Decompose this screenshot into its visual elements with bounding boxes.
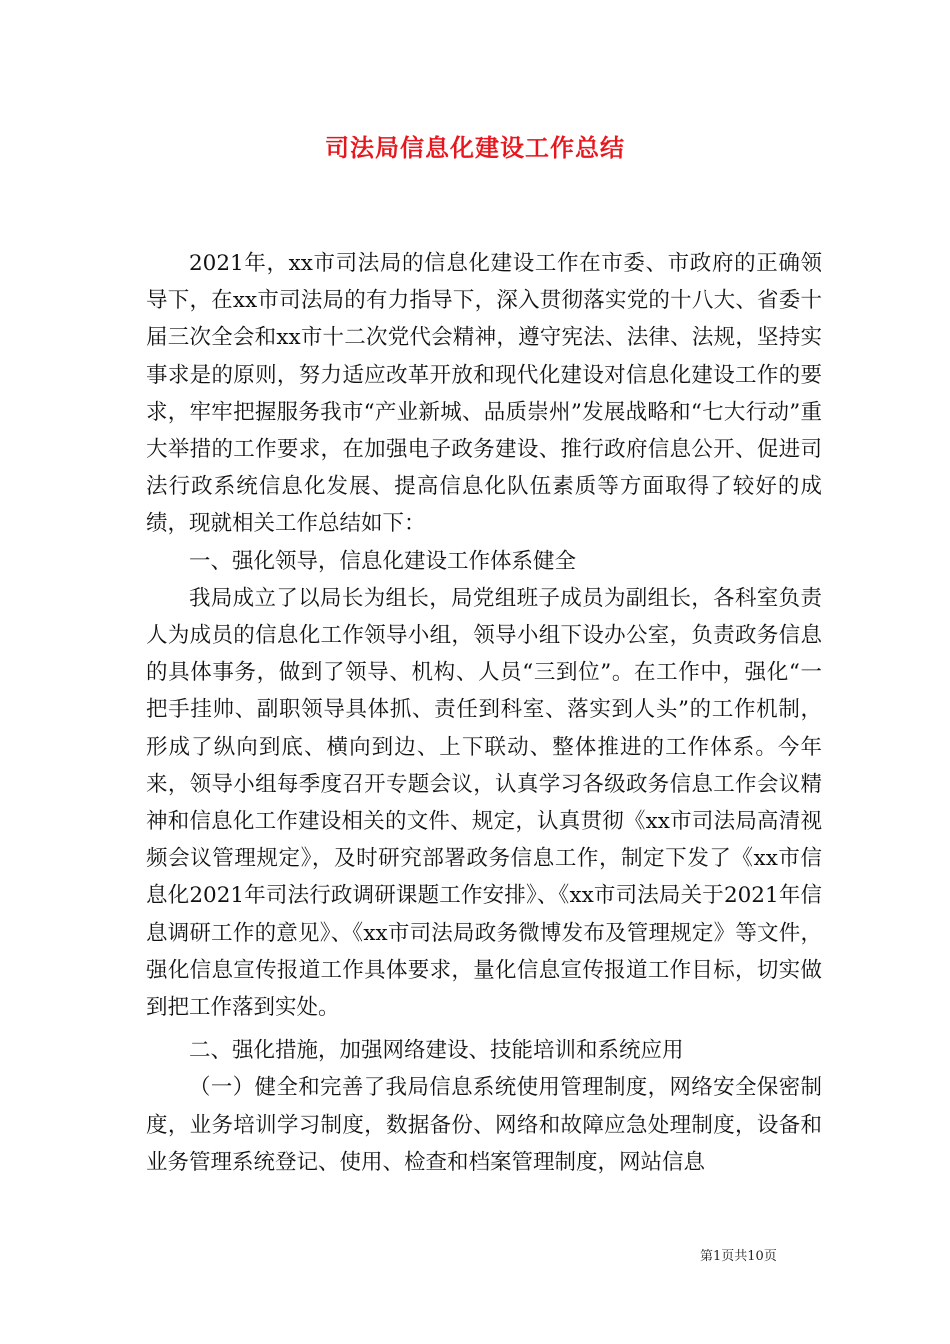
document-body [146, 245, 822, 1181]
intro-paragraph: 2021年，xx市司法局的信息化建设工作在市委、市政府的正确领导下，在xx市司法局的有力指导下，深入贯彻落实党的十八大、省委十届三次全会和xx市十二次党代会精神，遵守宪法、法律、法规，坚持实事求是的原则，努力适应改革开放和现代化建设对信息化建设工作的要求，牢牢把握服务我市“产业新城、品质崇州”发展战略和“七大行动”重大举措的工作要求，在加强电子政务建设、推行政府信息公开、促进司法行政系统信息化发展、提高信息化队伍素质等方面取得了较好的成绩，现就相关工作总结如下： [146, 251, 822, 537]
section-heading-1: 一、强化领导，信息化建设工作体系健全 [189, 548, 577, 574]
document-title: 司法局信息化建设工作总结 [325, 133, 625, 162]
section-2-subparagraph-1: （一）健全和完善了我局信息系统使用管理制度，网络安全保密制度，业务培训学习制度，数据备份、网络和故障应急处理制度，设备和业务管理系统登记、使用、检查和档案管理制度，网站信息 [146, 1075, 822, 1175]
section-heading-2: 二、强化措施，加强网络建设、技能培训和系统应用 [189, 1038, 684, 1064]
page-number-footer: 第1页共10页 [700, 1249, 777, 1264]
section-1-paragraph: 我局成立了以局长为组长，局党组班子成员为副组长，各科室负责人为成员的信息化工作领导小组，领导小组下设办公室，负责政务信息的具体事务，做到了领导、机构、人员“三到位”。在工作中，强化“一把手挂帅、副职领导具体抓、责任到科室、落实到人头”的工作机制，形成了纵向到底、横向到边、上下联动、整体推进的工作体系。今年来，领导小组每季度召开专题会议，认真学习各级政务信息工作会议精神和信息化工作建设相关的文件、规定，认真贯彻《xx市司法局高清视频会议管理规定》，及时研究部署政务信息工作，制定下发了《xx市信息化2021年司法行政调研课题工作安排》、《xx市司法局关于2021年信息调研工作的意见》、《xx市司法局政务微博发布及管理规定》等文件，强化信息宣传报道工作具体要求，量化信息宣传报道工作目标，切实做到把工作落到实处。 [146, 585, 822, 1021]
